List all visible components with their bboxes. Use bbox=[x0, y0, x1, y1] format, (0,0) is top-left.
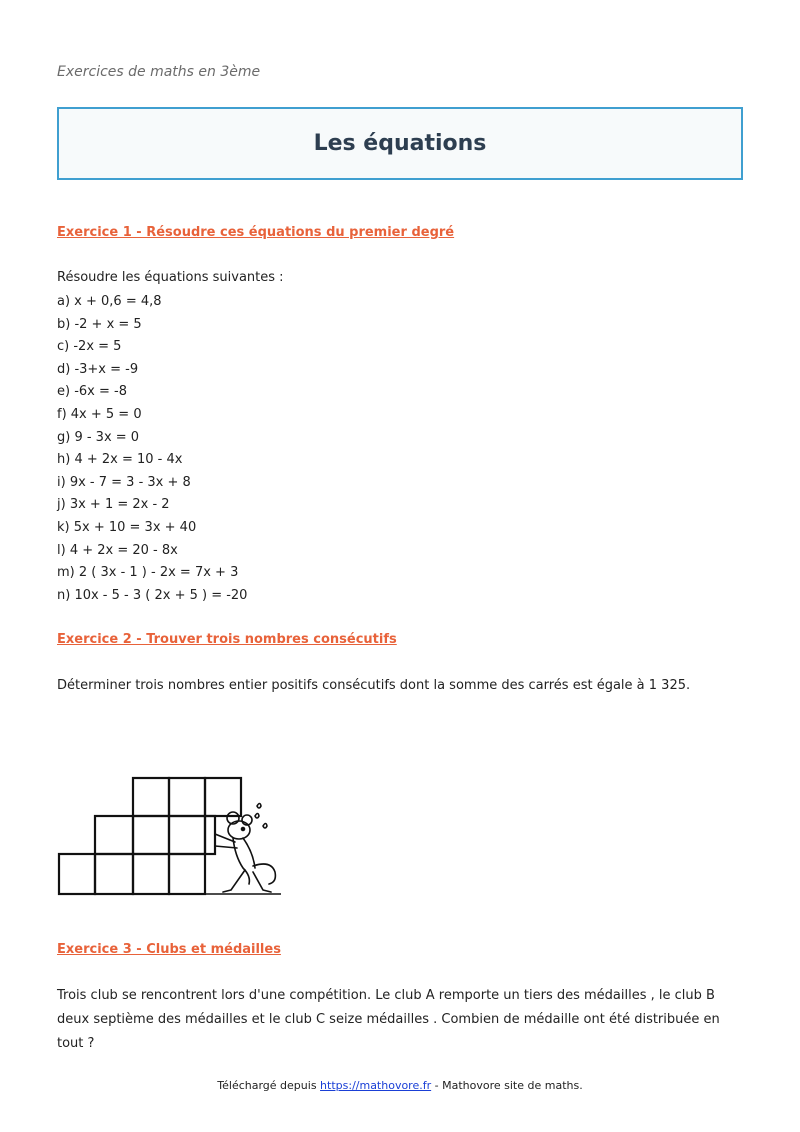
exercise-1-intro: Résoudre les équations suivantes : bbox=[57, 270, 284, 285]
footer-suffix: - Mathovore site de maths. bbox=[431, 1079, 583, 1092]
equation-item: n) 10x - 5 - 3 ( 2x + 5 ) = -20 bbox=[57, 587, 248, 603]
exercise-3-text: Trois club se rencontrent lors d'une compétition. Le club A remporte un tiers des médailles , le club B deux septième des médailles et le club C seize médailles . Combien de médaille ont été distribuée en tout ? bbox=[57, 988, 720, 1051]
mouse-pushing-squares-illustration bbox=[57, 776, 282, 898]
equation-item: b) -2 + x = 5 bbox=[57, 316, 142, 332]
exercise-2-heading: Exercice 2 - Trouver trois nombres consécutifs bbox=[57, 632, 397, 647]
equation-item: j) 3x + 1 = 2x - 2 bbox=[57, 497, 170, 513]
equation-item: f) 4x + 5 = 0 bbox=[57, 406, 142, 422]
footer bbox=[0, 1079, 800, 1092]
footer-link[interactable]: https://mathovore.fr bbox=[320, 1079, 432, 1092]
page-title: Les équations bbox=[313, 131, 487, 156]
equation-item: l) 4 + 2x = 20 - 8x bbox=[57, 542, 178, 558]
equation-item: d) -3+x = -9 bbox=[57, 361, 139, 377]
equation-item: k) 5x + 10 = 3x + 40 bbox=[57, 519, 197, 535]
page-subtitle: Exercices de maths en 3ème bbox=[57, 64, 261, 80]
exercise-1-heading: Exercice 1 - Résoudre ces équations du premier degré bbox=[57, 225, 455, 240]
equation-item: e) -6x = -8 bbox=[57, 384, 127, 400]
equation-item: h) 4 + 2x = 10 - 4x bbox=[57, 452, 183, 468]
equation-item: g) 9 - 3x = 0 bbox=[57, 429, 140, 445]
equation-item: i) 9x - 7 = 3 - 3x + 8 bbox=[57, 474, 191, 490]
equation-item: c) -2x = 5 bbox=[57, 339, 122, 355]
exercise-2-text: Déterminer trois nombres entier positifs consécutifs dont la somme des carrés est égale à 1 325. bbox=[57, 678, 691, 693]
equation-item: m) 2 ( 3x - 1 ) - 2x = 7x + 3 bbox=[57, 565, 239, 581]
exercise-3-heading: Exercice 3 - Clubs et médailles bbox=[57, 942, 281, 957]
equation-item: a) x + 0,6 = 4,8 bbox=[57, 294, 162, 309]
equation-list bbox=[57, 291, 247, 607]
footer-prefix: Téléchargé depuis bbox=[217, 1079, 321, 1092]
title-box bbox=[57, 107, 743, 180]
